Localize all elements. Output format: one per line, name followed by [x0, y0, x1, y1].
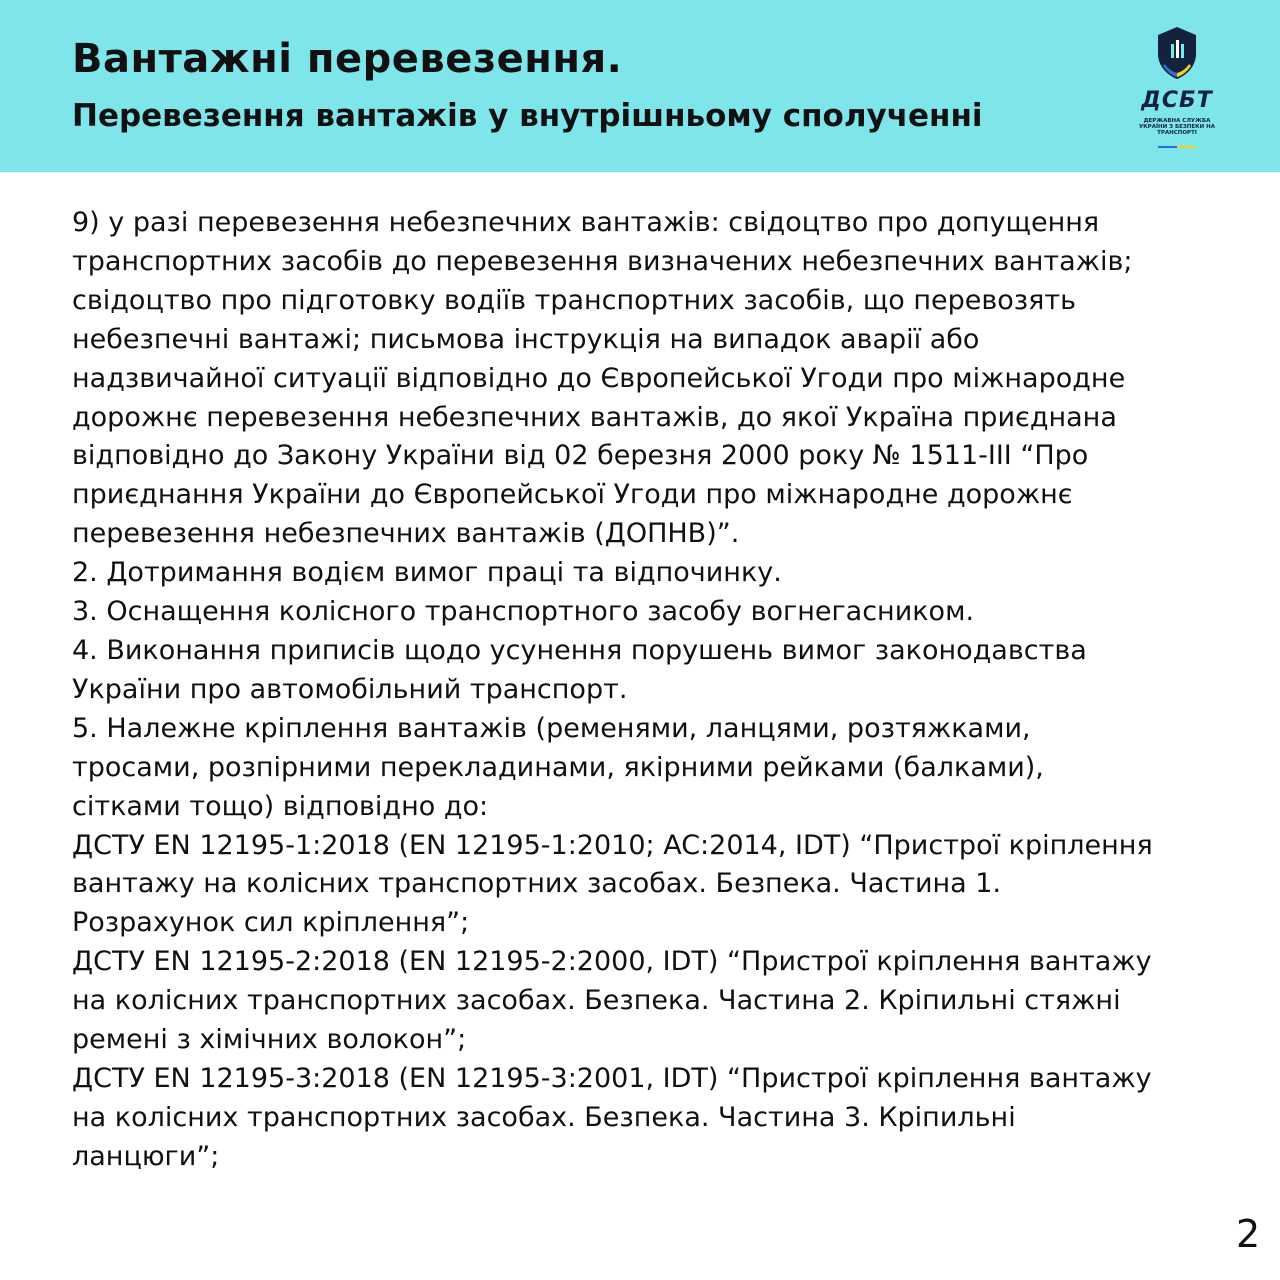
- logo-flag-line: [1158, 146, 1196, 148]
- text-line: 4. Виконання приписів щодо усунення порушень вимог законодавства: [72, 634, 1087, 666]
- text-line: 9) у разі перевезення небезпечних вантажів: свідоцтво про допущення: [72, 207, 1100, 238]
- text-line: ДСТУ EN 12195-3:2018 (EN 12195-3:2001, IDT) “Пристрої кріплення вантажу: [72, 1062, 1152, 1094]
- text-line: дорожнє перевезення небезпечних вантажів, до якої Україна приєднана: [72, 401, 1117, 433]
- text-line: надзвичайної ситуації відповідно до Європейської Угоди про міжнародне: [72, 362, 1126, 394]
- header-banner: [0, 0, 1280, 172]
- text-line: відповідно до Закону України від 02 березня 2000 року № 1511-III “Про: [72, 440, 1089, 472]
- text-line: 2. Дотримання водієм вимог праці та відпочинку.: [72, 557, 782, 589]
- text-line: тросами, розпірними перекладинами, якірними рейками (балками),: [72, 751, 1044, 783]
- text-line: ремені з хімічних волокон”;: [72, 1024, 467, 1056]
- text-line: ДСТУ EN 12195-1:2018 (EN 12195-1:2010; AC:2014, IDT) “Пристрої кріплення: [72, 829, 1153, 861]
- shield-emblem-icon: [1156, 26, 1198, 80]
- text-line: Розрахунок сил кріплення”;: [72, 907, 470, 939]
- text-line: ланцюги”;: [72, 1140, 220, 1172]
- text-line: приєднання України до Європейської Угоди про міжнародне дорожнє: [72, 479, 1073, 511]
- text-line: на колісних транспортних засобах. Безпека. Частина 3. Кріпильні: [72, 1101, 1016, 1133]
- text-line: перевезення небезпечних вантажів (ДОПНВ)”.: [72, 518, 740, 550]
- page-number: 2: [1236, 1212, 1261, 1256]
- page-subtitle: Перевезення вантажів у внутрішньому сполученні: [72, 98, 983, 134]
- text-line: 3. Оснащення колісного транспортного засобу вогнегасником.: [72, 596, 975, 628]
- logo-abbreviation: ДСБТ: [1141, 88, 1213, 113]
- text-line: ДСТУ EN 12195-2:2018 (EN 12195-2:2000, IDT) “Пристрої кріплення вантажу: [72, 946, 1152, 978]
- dsbt-logo: [1130, 26, 1224, 156]
- text-line: транспортних засобів до перевезення визначених небезпечних вантажів;: [72, 245, 1133, 277]
- text-line: України про автомобільний транспорт.: [72, 673, 628, 705]
- page-title: Вантажні перевезення.: [72, 36, 623, 82]
- text-line: вантажу на колісних транспортних засобах. Безпека. Частина 1.: [72, 868, 1002, 900]
- logo-full-name: ДЕРЖАВНА СЛУЖБА УКРАЇНИ З БЕЗПЕКИ НА ТРАНСПОРТІ: [1138, 118, 1216, 136]
- text-line: сітками тощо) відповідно до:: [72, 790, 489, 822]
- text-line: на колісних транспортних засобах. Безпека. Частина 2. Кріпильні стяжні: [72, 985, 1121, 1017]
- text-line: небезпечні вантажі; письмова інструкція на випадок аварії або: [72, 323, 980, 355]
- main-text: [72, 204, 1252, 1177]
- text-line: свідоцтво про підготовку водіїв транспортних засобів, що перевозять: [72, 284, 1077, 316]
- text-line: 5. Належне кріплення вантажів (ременями, ланцями, розтяжками,: [72, 712, 1031, 744]
